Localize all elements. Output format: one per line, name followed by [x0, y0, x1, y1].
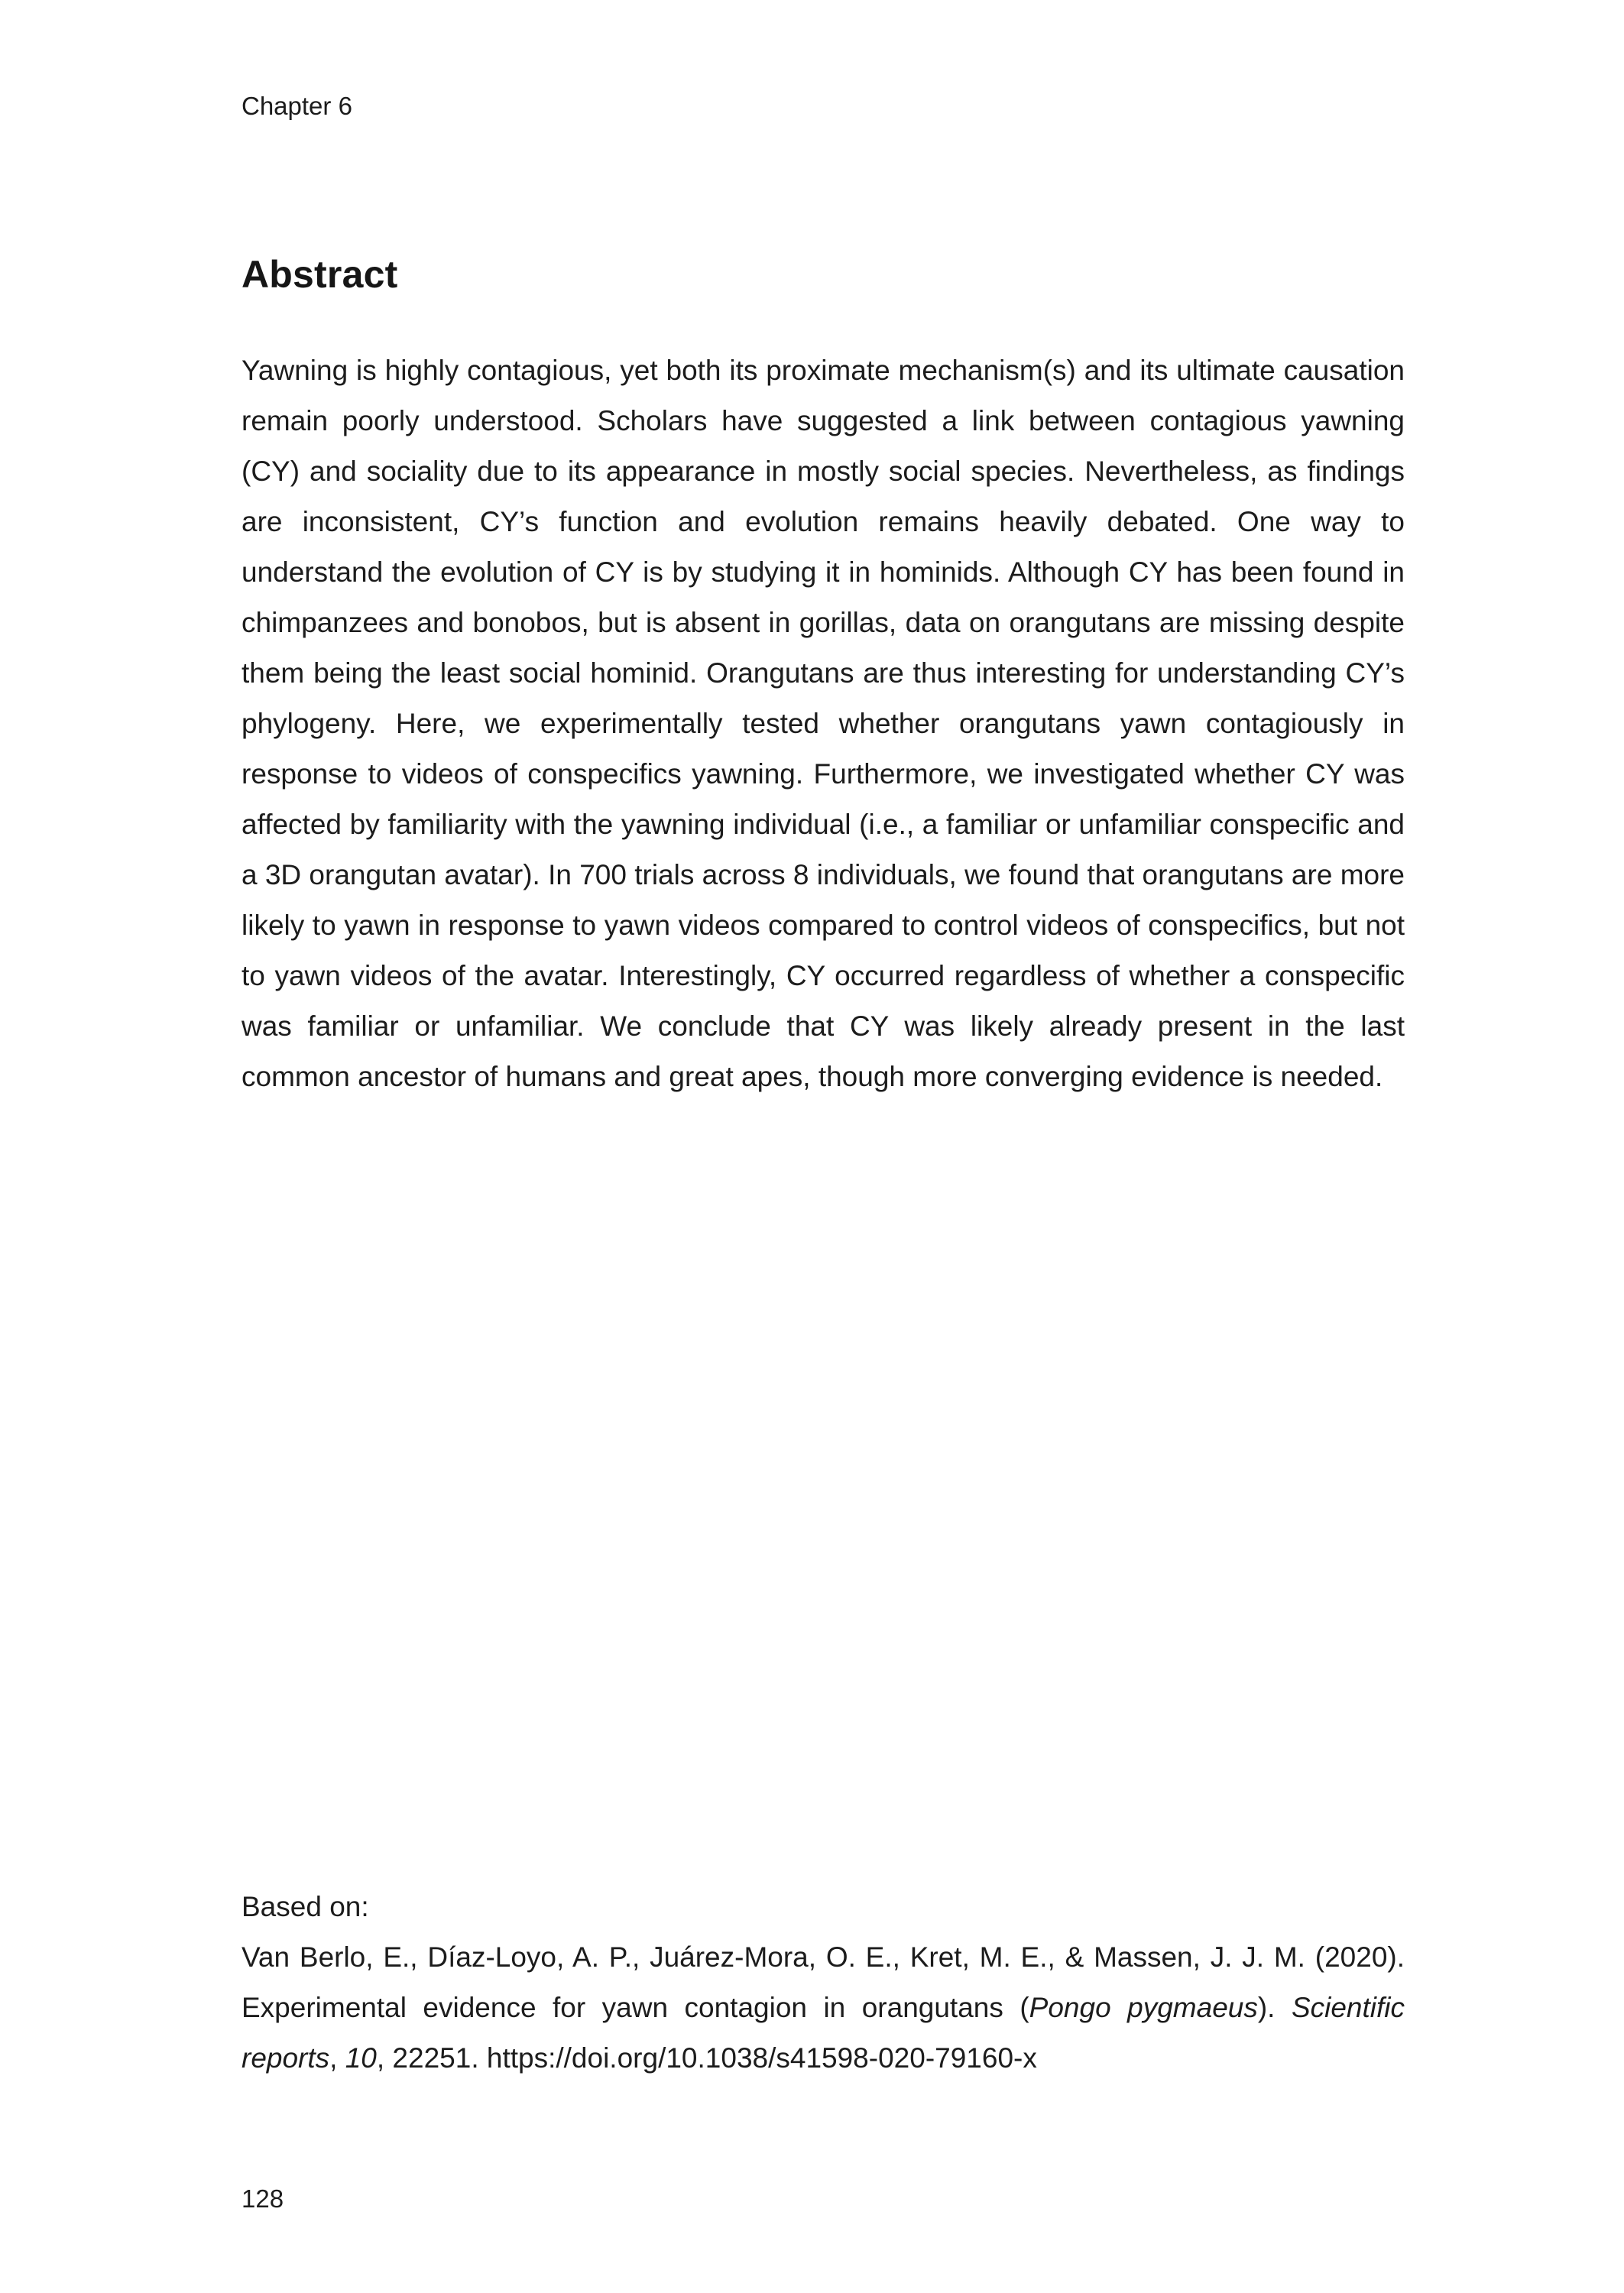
- citation: [241, 1932, 1405, 2084]
- based-on-label: Based on:: [241, 1891, 369, 1922]
- abstract-paragraph: Yawning is highly contagious, yet both its proximate mechanism(s) and its ultimate causation remain poorly understood. Scholars have suggested a link between contagious yawning (CY) and sociality due to its appearance in mostly social species. Nevertheless, as findings are inconsistent, CY’s function and evolution remains heavily debated. One way to understand the evolution of CY is by studying it in hominids. Although CY has been found in chimpanzees and bonobos, but is absent in gorillas, data on orangutans are missing despite them being the least social hominid. Orangutans are thus interesting for understanding CY’s phylogeny. Here, we experimentally tested whether orangutans yawn contagiously in response to videos of conspecifics yawning. Furthermore, we investigated whether CY was affected by familiarity with the yawning individual (i.e., a familiar or unfamiliar conspecific and a 3D orangutan avatar). In 700 trials across 8 individuals, we found that orangutans are more likely to yawn in response to yawn videos compared to control videos of conspecifics, but not to yawn videos of the avatar. Interestingly, CY occurred regardless of whether a conspecific was familiar or unfamiliar. We conclude that CY was likely already present in the last common ancestor of humans and great apes, though more converging evidence is needed.: [241, 355, 1405, 1092]
- citation-species-name: Pongo pygmaeus: [1029, 1992, 1258, 2023]
- citation-volume-number: 10: [345, 2042, 377, 2074]
- citation-separator-2: ,: [329, 2042, 345, 2074]
- citation-separator-1: ).: [1257, 1992, 1292, 2023]
- based-on-block: [241, 1882, 1405, 2084]
- citation-pages-and-doi: , 22251. https://doi.org/10.1038/s41598-020-79160-x: [376, 2042, 1037, 2074]
- page-number: 128: [241, 2184, 284, 2213]
- citation-journal-name: Scientific reports: [241, 1992, 1405, 2074]
- chapter-label: Chapter 6: [241, 92, 352, 120]
- section-title: Abstract: [241, 252, 398, 296]
- citation-authors-and-title: Van Berlo, E., Díaz-Loyo, A. P., Juárez-Mora, O. E., Kret, M. E., & Massen, J. J. M. (2020). Experimental evidence for yawn contagion in orangutans (: [241, 1941, 1405, 2023]
